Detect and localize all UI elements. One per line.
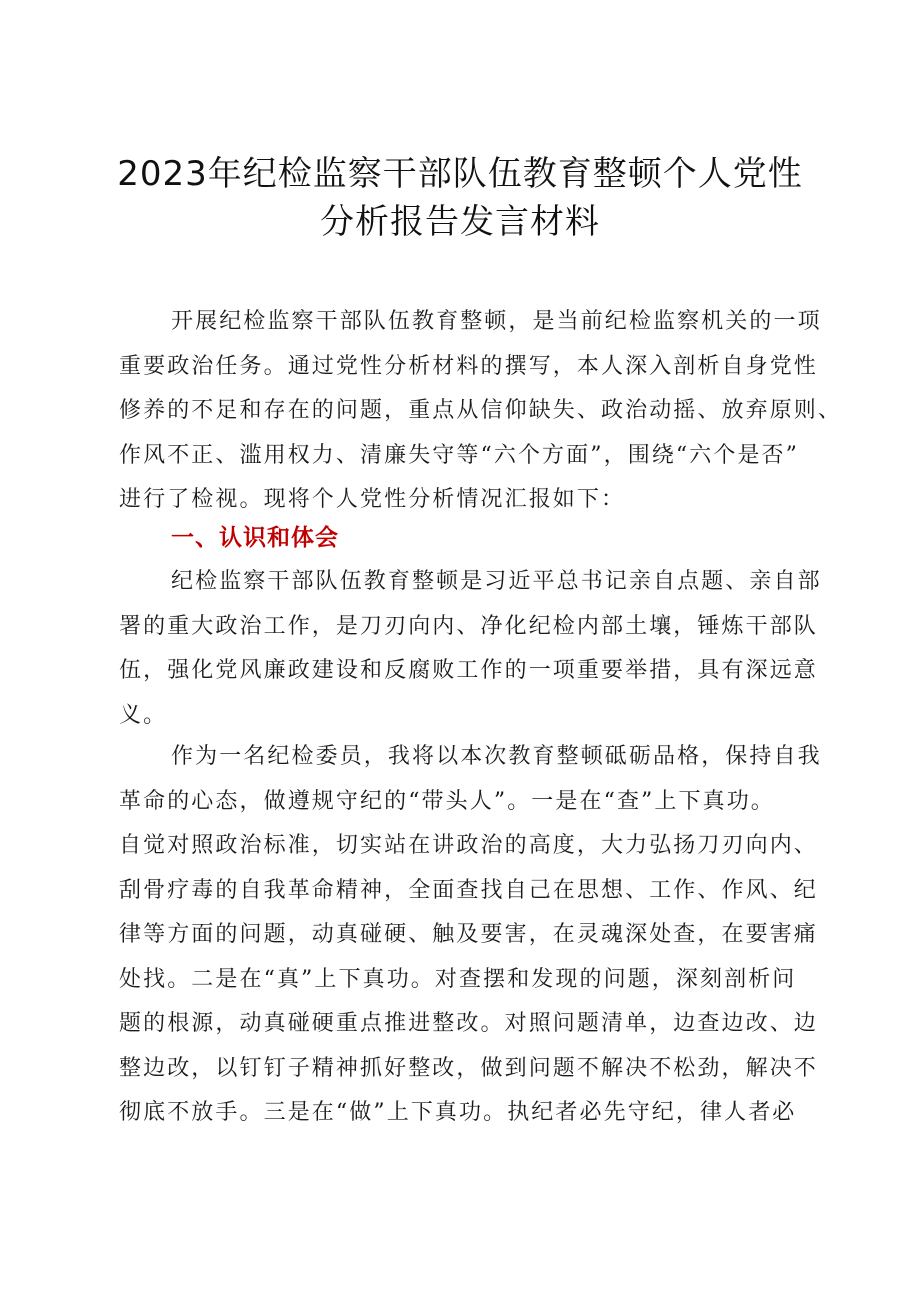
paragraph-line: 义。 (119, 702, 168, 728)
paragraph-line: 彻底不放手。三是在“做”上下真功。执纪者必先守纪，律人者必 (119, 1100, 797, 1125)
paragraph-line: 重要政治任务。通过党性分析材料的撰写，本人深入剖析自身党性 (119, 353, 818, 379)
section1-paragraph-1 (119, 560, 822, 738)
document-title-line-1: 2023年纪检监察干部队伍教育整顿个人党性 (117, 154, 803, 194)
paragraph-line: 署的重大政治工作，是刀刃向内、净化纪检内部土壤，锤炼干部队 (119, 613, 818, 639)
paragraph-line: 进行了检视。现将个人党性分析情况汇报如下： (119, 487, 626, 512)
paragraph-line: 律等方面的问题，动真碰硬、触及要害，在灵魂深处查，在要害痛 (119, 922, 818, 947)
paragraph-line: 革命的心态，做遵规守纪的“带头人”。一是在“查”上下真功。 (119, 788, 775, 814)
paragraph-line: 作为一名纪检委员，我将以本次教育整顿砥砺品格，保持自我 (171, 744, 822, 769)
paragraph-line: 修养的不足和存在的问题，重点从信仰缺失、政治动摇、放弃原则、 (119, 398, 843, 423)
paragraph-line: 开展纪检监察干部队伍教育整顿，是当前纪检监察机关的一项 (171, 309, 822, 334)
paragraph-line: 作风不正、滥用权力、清廉失守等“六个方面”，围绕“六个是否” (119, 442, 799, 468)
section1-paragraph-2 (119, 735, 822, 1136)
paragraph-line: 整边改，以钉钉子精神抓好整改，做到问题不解决不松劲，解决不 (119, 1055, 818, 1081)
paragraph-line: 处找。二是在“真”上下真功。对查摆和发现的问题，深刻剖析问 (119, 966, 797, 992)
paragraph-line: 题的根源，动真碰硬重点推进整改。对照问题清单，边查边改、边 (119, 1011, 818, 1036)
section-heading: 一、认识和体会 (171, 525, 339, 551)
paragraph-line: 伍，强化党风廉政建设和反腐败工作的一项重要举措，具有深远意 (119, 658, 818, 683)
intro-paragraph (119, 300, 843, 523)
paragraph-line: 纪检监察干部队伍教育整顿是习近平总书记亲自点题、亲自部 (171, 569, 822, 594)
paragraph-line: 自觉对照政治标准，切实站在讲政治的高度，大力弘扬刀刃向内、 (119, 833, 818, 858)
paragraph-line: 刮骨疗毒的自我革命精神，全面查找自己在思想、工作、作风、纪 (119, 877, 818, 903)
document-title-line-2: 分析报告发言材料 (320, 202, 600, 242)
